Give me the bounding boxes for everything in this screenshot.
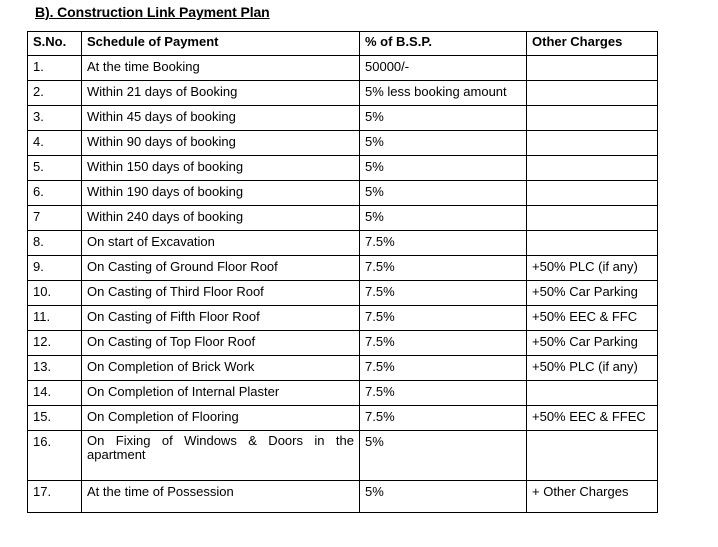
table-row bbox=[28, 481, 658, 513]
cell-schedule: On Casting of Third Floor Roof bbox=[82, 281, 360, 306]
cell-bsp: 7.5% bbox=[360, 256, 527, 281]
table-header-row bbox=[28, 32, 658, 56]
table-row bbox=[28, 256, 658, 281]
table-row bbox=[28, 106, 658, 131]
table-row bbox=[28, 81, 658, 106]
cell-schedule: On Casting of Ground Floor Roof bbox=[82, 256, 360, 281]
cell-sno: 16. bbox=[28, 431, 82, 481]
cell-bsp: 5% bbox=[360, 181, 527, 206]
cell-schedule: On Fixing of Windows & Doors in the apartment bbox=[82, 431, 360, 481]
cell-schedule: Within 240 days of booking bbox=[82, 206, 360, 231]
cell-other-charges bbox=[527, 431, 658, 481]
cell-bsp: 50000/- bbox=[360, 56, 527, 81]
cell-sno: 15. bbox=[28, 406, 82, 431]
section-heading: B). Construction Link Payment Plan bbox=[35, 4, 270, 20]
table-row bbox=[28, 431, 658, 481]
cell-sno: 1. bbox=[28, 56, 82, 81]
cell-other-charges bbox=[527, 206, 658, 231]
cell-schedule: On Casting of Fifth Floor Roof bbox=[82, 306, 360, 331]
table-row bbox=[28, 156, 658, 181]
cell-bsp: 5% bbox=[360, 156, 527, 181]
cell-bsp: 5% bbox=[360, 481, 527, 513]
cell-bsp: 7.5% bbox=[360, 356, 527, 381]
table-row bbox=[28, 381, 658, 406]
cell-other-charges bbox=[527, 131, 658, 156]
table-row bbox=[28, 356, 658, 381]
cell-bsp: 7.5% bbox=[360, 331, 527, 356]
cell-other-charges: +50% PLC (if any) bbox=[527, 256, 658, 281]
cell-sno: 6. bbox=[28, 181, 82, 206]
table-row bbox=[28, 306, 658, 331]
cell-sno: 13. bbox=[28, 356, 82, 381]
cell-schedule: On Completion of Internal Plaster bbox=[82, 381, 360, 406]
cell-sno: 11. bbox=[28, 306, 82, 331]
cell-other-charges: +50% EEC & FFC bbox=[527, 306, 658, 331]
cell-other-charges bbox=[527, 106, 658, 131]
cell-sno: 14. bbox=[28, 381, 82, 406]
cell-schedule: Within 90 days of booking bbox=[82, 131, 360, 156]
cell-bsp: 5% bbox=[360, 131, 527, 156]
header-schedule: Schedule of Payment bbox=[82, 32, 360, 56]
cell-bsp: 5% bbox=[360, 431, 527, 481]
cell-bsp: 5% bbox=[360, 206, 527, 231]
cell-other-charges: +50% EEC & FFEC bbox=[527, 406, 658, 431]
cell-bsp: 5% bbox=[360, 106, 527, 131]
cell-other-charges bbox=[527, 231, 658, 256]
cell-other-charges: +50% Car Parking bbox=[527, 281, 658, 306]
cell-schedule: On Completion of Brick Work bbox=[82, 356, 360, 381]
cell-other-charges bbox=[527, 156, 658, 181]
table-row bbox=[28, 331, 658, 356]
cell-schedule: At the time Booking bbox=[82, 56, 360, 81]
table-row bbox=[28, 281, 658, 306]
cell-bsp: 7.5% bbox=[360, 406, 527, 431]
cell-sno: 2. bbox=[28, 81, 82, 106]
cell-bsp: 7.5% bbox=[360, 231, 527, 256]
cell-other-charges: +50% Car Parking bbox=[527, 331, 658, 356]
cell-schedule: Within 150 days of booking bbox=[82, 156, 360, 181]
table-row bbox=[28, 56, 658, 81]
cell-other-charges bbox=[527, 181, 658, 206]
payment-plan-table bbox=[27, 31, 658, 513]
cell-bsp: 7.5% bbox=[360, 281, 527, 306]
cell-sno: 9. bbox=[28, 256, 82, 281]
header-other-charges: Other Charges bbox=[527, 32, 658, 56]
cell-other-charges: + Other Charges bbox=[527, 481, 658, 513]
cell-sno: 4. bbox=[28, 131, 82, 156]
cell-schedule: At the time of Possession bbox=[82, 481, 360, 513]
cell-schedule: On start of Excavation bbox=[82, 231, 360, 256]
cell-sno: 5. bbox=[28, 156, 82, 181]
cell-sno: 10. bbox=[28, 281, 82, 306]
cell-sno: 8. bbox=[28, 231, 82, 256]
cell-bsp: 7.5% bbox=[360, 381, 527, 406]
cell-sno: 7 bbox=[28, 206, 82, 231]
cell-sno: 12. bbox=[28, 331, 82, 356]
cell-schedule: On Completion of Flooring bbox=[82, 406, 360, 431]
cell-other-charges bbox=[527, 56, 658, 81]
cell-schedule: Within 190 days of booking bbox=[82, 181, 360, 206]
cell-schedule: Within 21 days of Booking bbox=[82, 81, 360, 106]
table-row bbox=[28, 406, 658, 431]
cell-schedule: Within 45 days of booking bbox=[82, 106, 360, 131]
table-row bbox=[28, 181, 658, 206]
cell-sno: 17. bbox=[28, 481, 82, 513]
cell-bsp: 5% less booking amount bbox=[360, 81, 527, 106]
table-row bbox=[28, 231, 658, 256]
cell-other-charges bbox=[527, 381, 658, 406]
cell-bsp: 7.5% bbox=[360, 306, 527, 331]
table-row bbox=[28, 131, 658, 156]
cell-other-charges: +50% PLC (if any) bbox=[527, 356, 658, 381]
cell-other-charges bbox=[527, 81, 658, 106]
header-bsp: % of B.S.P. bbox=[360, 32, 527, 56]
cell-schedule: On Casting of Top Floor Roof bbox=[82, 331, 360, 356]
header-sno: S.No. bbox=[28, 32, 82, 56]
cell-sno: 3. bbox=[28, 106, 82, 131]
table-row bbox=[28, 206, 658, 231]
